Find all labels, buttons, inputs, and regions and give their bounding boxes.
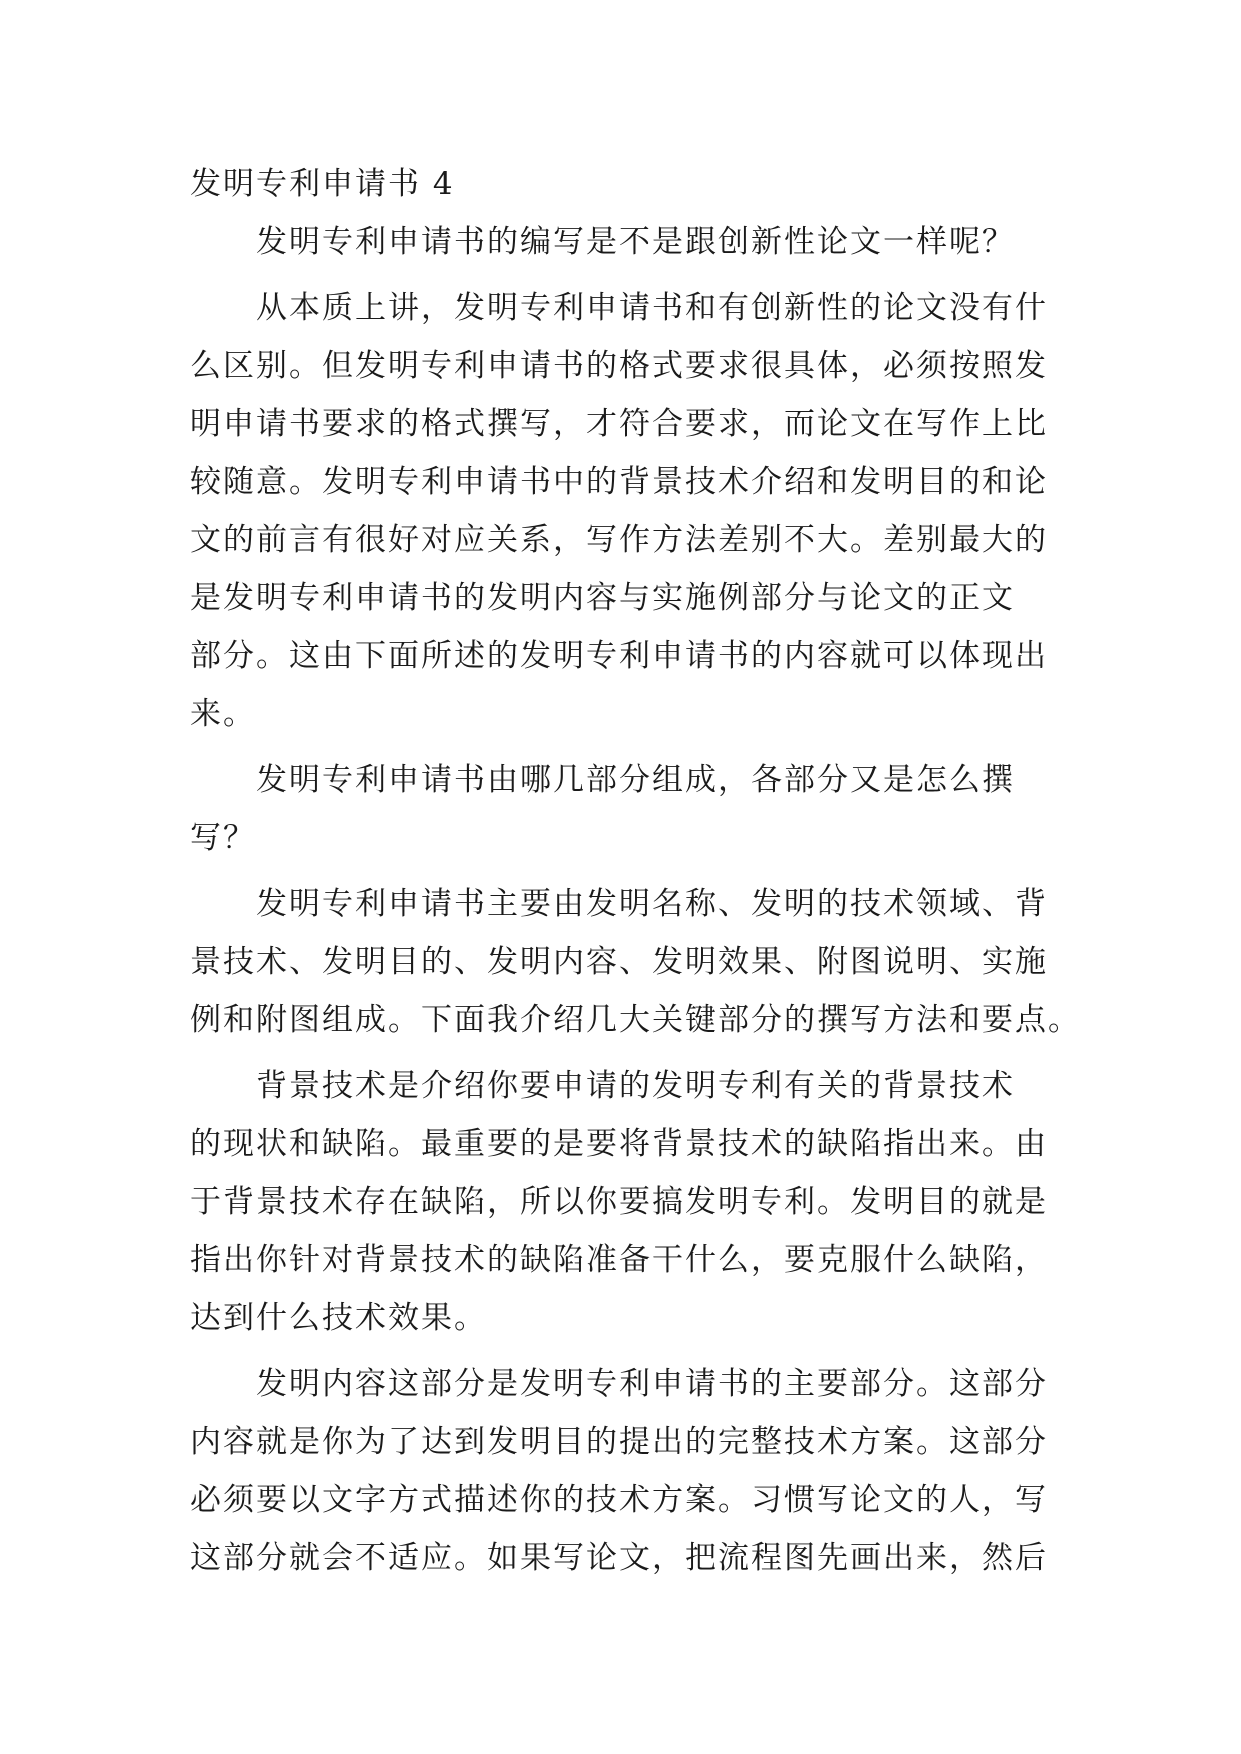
paragraph-line: 来。 [190,696,256,732]
paragraph-line: 明申请书要求的格式撰写，才符合要求，而论文在写作上比 [190,406,1048,442]
paragraph-line: 例和附图组成。下面我介绍几大关键部分的撰写方法和要点。 [190,1002,1081,1038]
paragraph-line: 景技术、发明目的、发明内容、发明效果、附图说明、实施 [190,944,1048,980]
paragraph-line: 发明专利申请书主要由发明名称、发明的技术领域、背 [256,886,1048,922]
paragraph-line: 么区别。但发明专利申请书的格式要求很具体，必须按照发 [190,348,1048,384]
paragraph-4 [190,875,1081,1049]
paragraph-3 [190,751,1050,867]
paragraph-line: 必须要以文字方式描述你的技术方案。习惯写论文的人，写 [190,1482,1048,1518]
paragraph-line: 发明专利申请书由哪几部分组成，各部分又是怎么撰 [256,762,1015,798]
paragraph-line: 文的前言有很好对应关系，写作方法差别不大。差别最大的 [190,522,1048,558]
paragraph-line: 发明专利申请书的编写是不是跟创新性论文一样呢？ [256,224,1015,260]
paragraph-2 [190,279,1050,743]
paragraph-line: 从本质上讲，发明专利申请书和有创新性的论文没有什 [256,290,1048,326]
paragraph-5 [190,1057,1050,1347]
document-body [190,155,1081,1595]
paragraph-line: 的现状和缺陷。最重要的是要将背景技术的缺陷指出来。由 [190,1126,1048,1162]
paragraph-line: 内容就是你为了达到发明目的提出的完整技术方案。这部分 [190,1424,1048,1460]
paragraph-line: 指出你针对背景技术的缺陷准备干什么，要克服什么缺陷， [190,1242,1048,1278]
paragraph-line: 部分。这由下面所述的发明专利申请书的内容就可以体现出 [190,638,1048,674]
paragraph-6 [190,1355,1050,1587]
paragraph-line: 背景技术是介绍你要申请的发明专利有关的背景技术 [256,1068,1015,1104]
document-title: 发明专利申请书 4 [190,166,455,202]
paragraph-line: 较随意。发明专利申请书中的背景技术介绍和发明目的和论 [190,464,1048,500]
paragraph-line: 发明内容这部分是发明专利申请书的主要部分。这部分 [256,1366,1048,1402]
paragraph-line: 这部分就会不适应。如果写论文，把流程图先画出来，然后 [190,1540,1048,1576]
paragraph-line: 写？ [190,820,256,856]
paragraph-line: 是发明专利申请书的发明内容与实施例部分与论文的正文 [190,580,1015,616]
paragraph-line: 于背景技术存在缺陷，所以你要搞发明专利。发明目的就是 [190,1184,1048,1220]
paragraph-1 [190,213,1050,271]
paragraph-line: 达到什么技术效果。 [190,1300,487,1336]
